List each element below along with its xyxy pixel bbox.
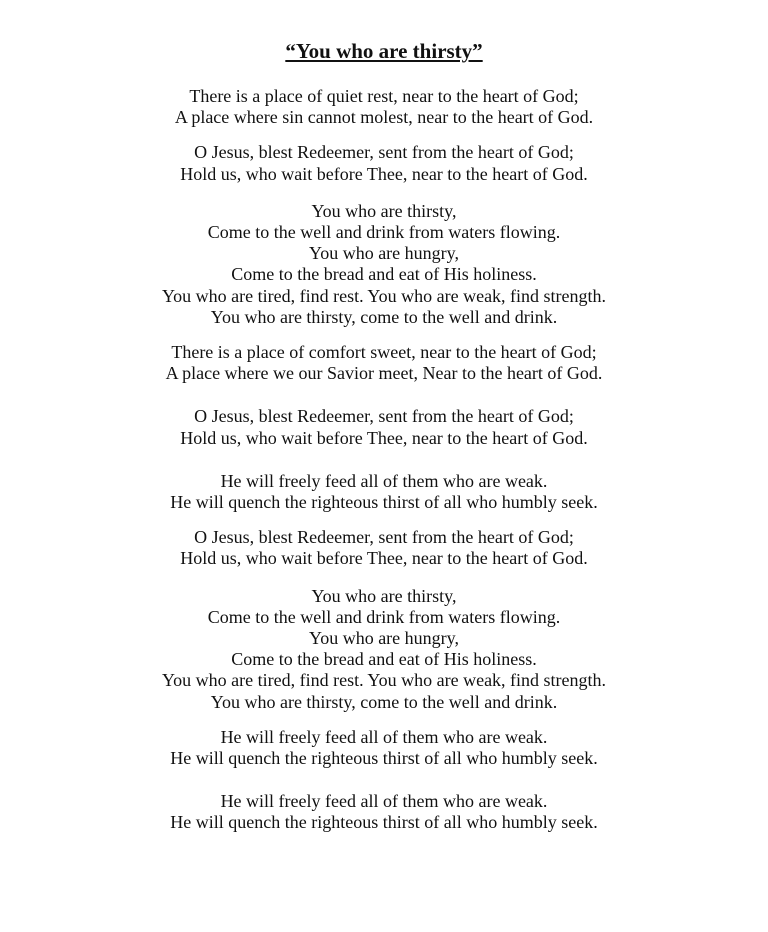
lyric-line: Come to the bread and eat of His holiness. [231,264,537,285]
stanza-5-refrain [0,406,768,448]
spacer [0,64,768,86]
lyric-line: O Jesus, blest Redeemer, sent from the heart of God; [194,406,574,427]
spacer [0,769,768,791]
spacer [0,513,768,527]
lyric-line: You who are thirsty, come to the well and drink. [210,306,558,327]
lyric-line: He will quench the righteous thirst of all who humbly seek. [170,812,598,833]
lyric-line: You who are tired, find rest. You who are weak, find strength. [161,285,607,306]
lyric-line: You who are hungry, [309,628,459,649]
lyric-line: A place where we our Savior meet, Near to the heart of God. [165,363,603,384]
lyric-line: You who are thirsty, [311,585,457,606]
spacer [0,713,768,727]
stanza-1-verse [0,86,768,128]
stanza-9-bridge [0,727,768,769]
stanza-4-verse [0,342,768,384]
lyric-line: A place where sin cannot molest, near to the heart of God. [174,107,594,128]
stanza-7-refrain [0,527,768,569]
spacer [0,570,768,586]
song-title: “You who are thirsty” [285,39,483,63]
lyric-line: You who are thirsty, come to the well and drink. [210,691,558,712]
lyric-line: He will freely feed all of them who are weak. [220,791,548,812]
spacer [0,128,768,142]
lyric-line: You who are hungry, [309,243,459,264]
lyric-line: You who are tired, find rest. You who are weak, find strength. [161,670,607,691]
lyric-line: Hold us, who wait before Thee, near to the heart of God. [180,163,588,184]
spacer [0,185,768,201]
lyric-line: O Jesus, blest Redeemer, sent from the heart of God; [194,142,574,163]
lyric-line: He will freely feed all of them who are weak. [220,470,548,491]
lyric-line: He will freely feed all of them who are weak. [220,726,548,747]
stanza-8-chorus [0,586,768,713]
lyric-line: O Jesus, blest Redeemer, sent from the heart of God; [194,527,574,548]
lyric-line: Hold us, who wait before Thee, near to the heart of God. [180,548,588,569]
lyric-line: There is a place of quiet rest, near to the heart of God; [189,86,579,106]
stanza-3-chorus [0,201,768,328]
spacer [0,384,768,406]
lyric-line: He will quench the righteous thirst of all who humbly seek. [170,492,598,513]
lyric-line: Come to the bread and eat of His holiness. [231,649,537,670]
lyric-line: You who are thirsty, [311,200,457,221]
stanza-6-bridge [0,471,768,513]
spacer [0,328,768,342]
lyric-line: Come to the well and drink from waters flowing. [207,606,561,627]
stanza-10-bridge [0,791,768,833]
lyric-line: Come to the well and drink from waters flowing. [207,222,561,243]
spacer [0,449,768,471]
lyric-line: Hold us, who wait before Thee, near to the heart of God. [180,427,588,448]
stanza-2-refrain [0,142,768,184]
lyric-line: He will quench the righteous thirst of all who humbly seek. [170,748,598,769]
lyric-line: There is a place of comfort sweet, near to the heart of God; [171,342,597,363]
